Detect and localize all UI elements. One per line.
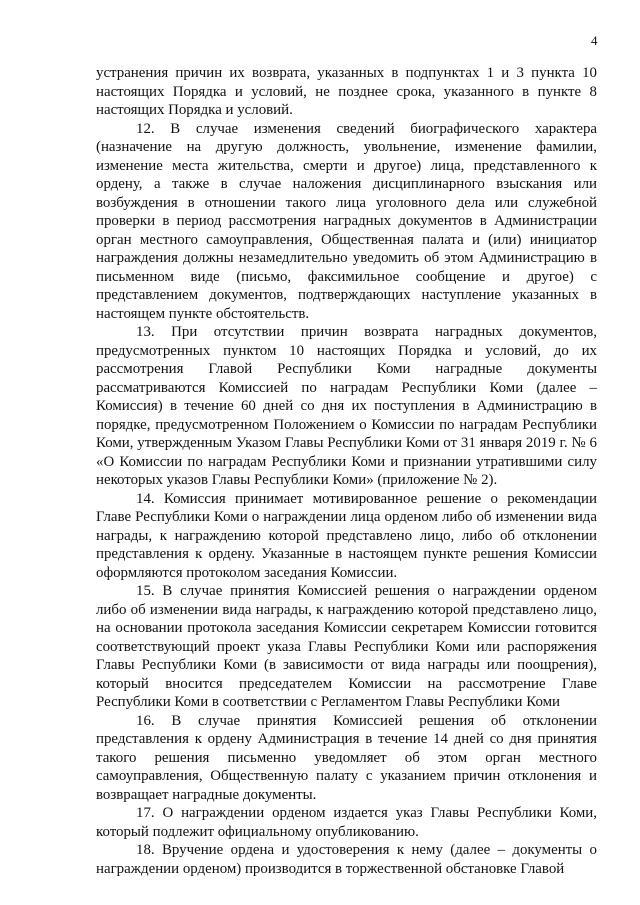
paragraph-12: 12. В случае изменения сведений биографического характера (назначение на другую должность, увольнение, изменение фамилии, изменение места жительства, смерти и другое) лица, представленного к ордену, а также в случае наложения дисциплинарного взыскания или возбуждения в отношении такого лица уголовного дела или служебной проверки в период рассмотрения наградных документов в Администрации орган местного самоуправления, Общественная палата и (или) инициатор награждения должны незамедлительно уведомить об этом Администрацию в письменном виде (письмо, факсимильное сообщение и другое) с представлением документов, подтверждающих наступление указанных в настоящем пункте обстоятельств.: [96, 120, 597, 322]
paragraph-17: 17. О награждении орденом издается указ Главы Республики Коми, который подлежит официальному опубликованию.: [96, 805, 597, 840]
page-number: 4: [591, 33, 598, 48]
paragraph-15: 15. В случае принятия Комиссией решения о награждении орденом либо об изменении вида награды, к награждению которой представлено лицо, на основании протокола заседания Комиссии секретарем Комиссии готовится соответствующий проект указа Главы Республики Коми или распоряжения Главы Республики Коми (в зависимости от вида награды или поощрения), который вносится председателем Комиссии на рассмотрение Главе Республики Коми в соответствии с Регламентом Главы Республики Коми: [96, 583, 597, 710]
paragraph-13: 13. При отсутствии причин возврата наградных документов, предусмотренных пунктом 10 настоящих Порядка и условий, до их рассмотрения Главой Республики Коми наградные документы рассматриваются Комиссией по наградам Республики Коми (далее – Комиссия) в течение 60 дней со дня их поступления в Администрацию в порядке, предусмотренном Положением о Комиссии по наградам Республики Коми, утвержденным Указом Главы Республики Коми от 31 января 2019 г. № 6 «О Комиссии по наградам Республики Коми и признании утратившими силу некоторых указов Главы Республики Коми» (приложение № 2).: [96, 324, 597, 488]
paragraph-14: 14. Комиссия принимает мотивированное решение о рекомендации Главе Республики Коми о награждении лица орденом либо об изменении вида награды, к награждению которой представлено лицо, либо об отклонении представления к ордену. Указанные в настоящем пункте решения Комиссии оформляются протоколом заседания Комиссии.: [96, 490, 597, 581]
paragraph-11-continuation: устранения причин их возврата, указанных в подпунктах 1 и 3 пункта 10 настоящих Порядка и условий, не позднее срока, указанного в пункте 8 настоящих Порядка и условий.: [96, 65, 597, 118]
paragraph-16: 16. В случае принятия Комиссией решения об отклонении представления к ордену Администрация в течение 14 дней со дня принятия такого решения письменно уведомляет об этом орган местного самоуправления, Общественную палату с указанием причин отклонения и возвращает наградные документы.: [96, 712, 597, 803]
paragraph-18: 18. Вручение ордена и удостоверения к нему (далее – документы о награждении орденом) производится в торжественной обстановке Главой: [96, 842, 597, 877]
document-body: [96, 64, 597, 878]
